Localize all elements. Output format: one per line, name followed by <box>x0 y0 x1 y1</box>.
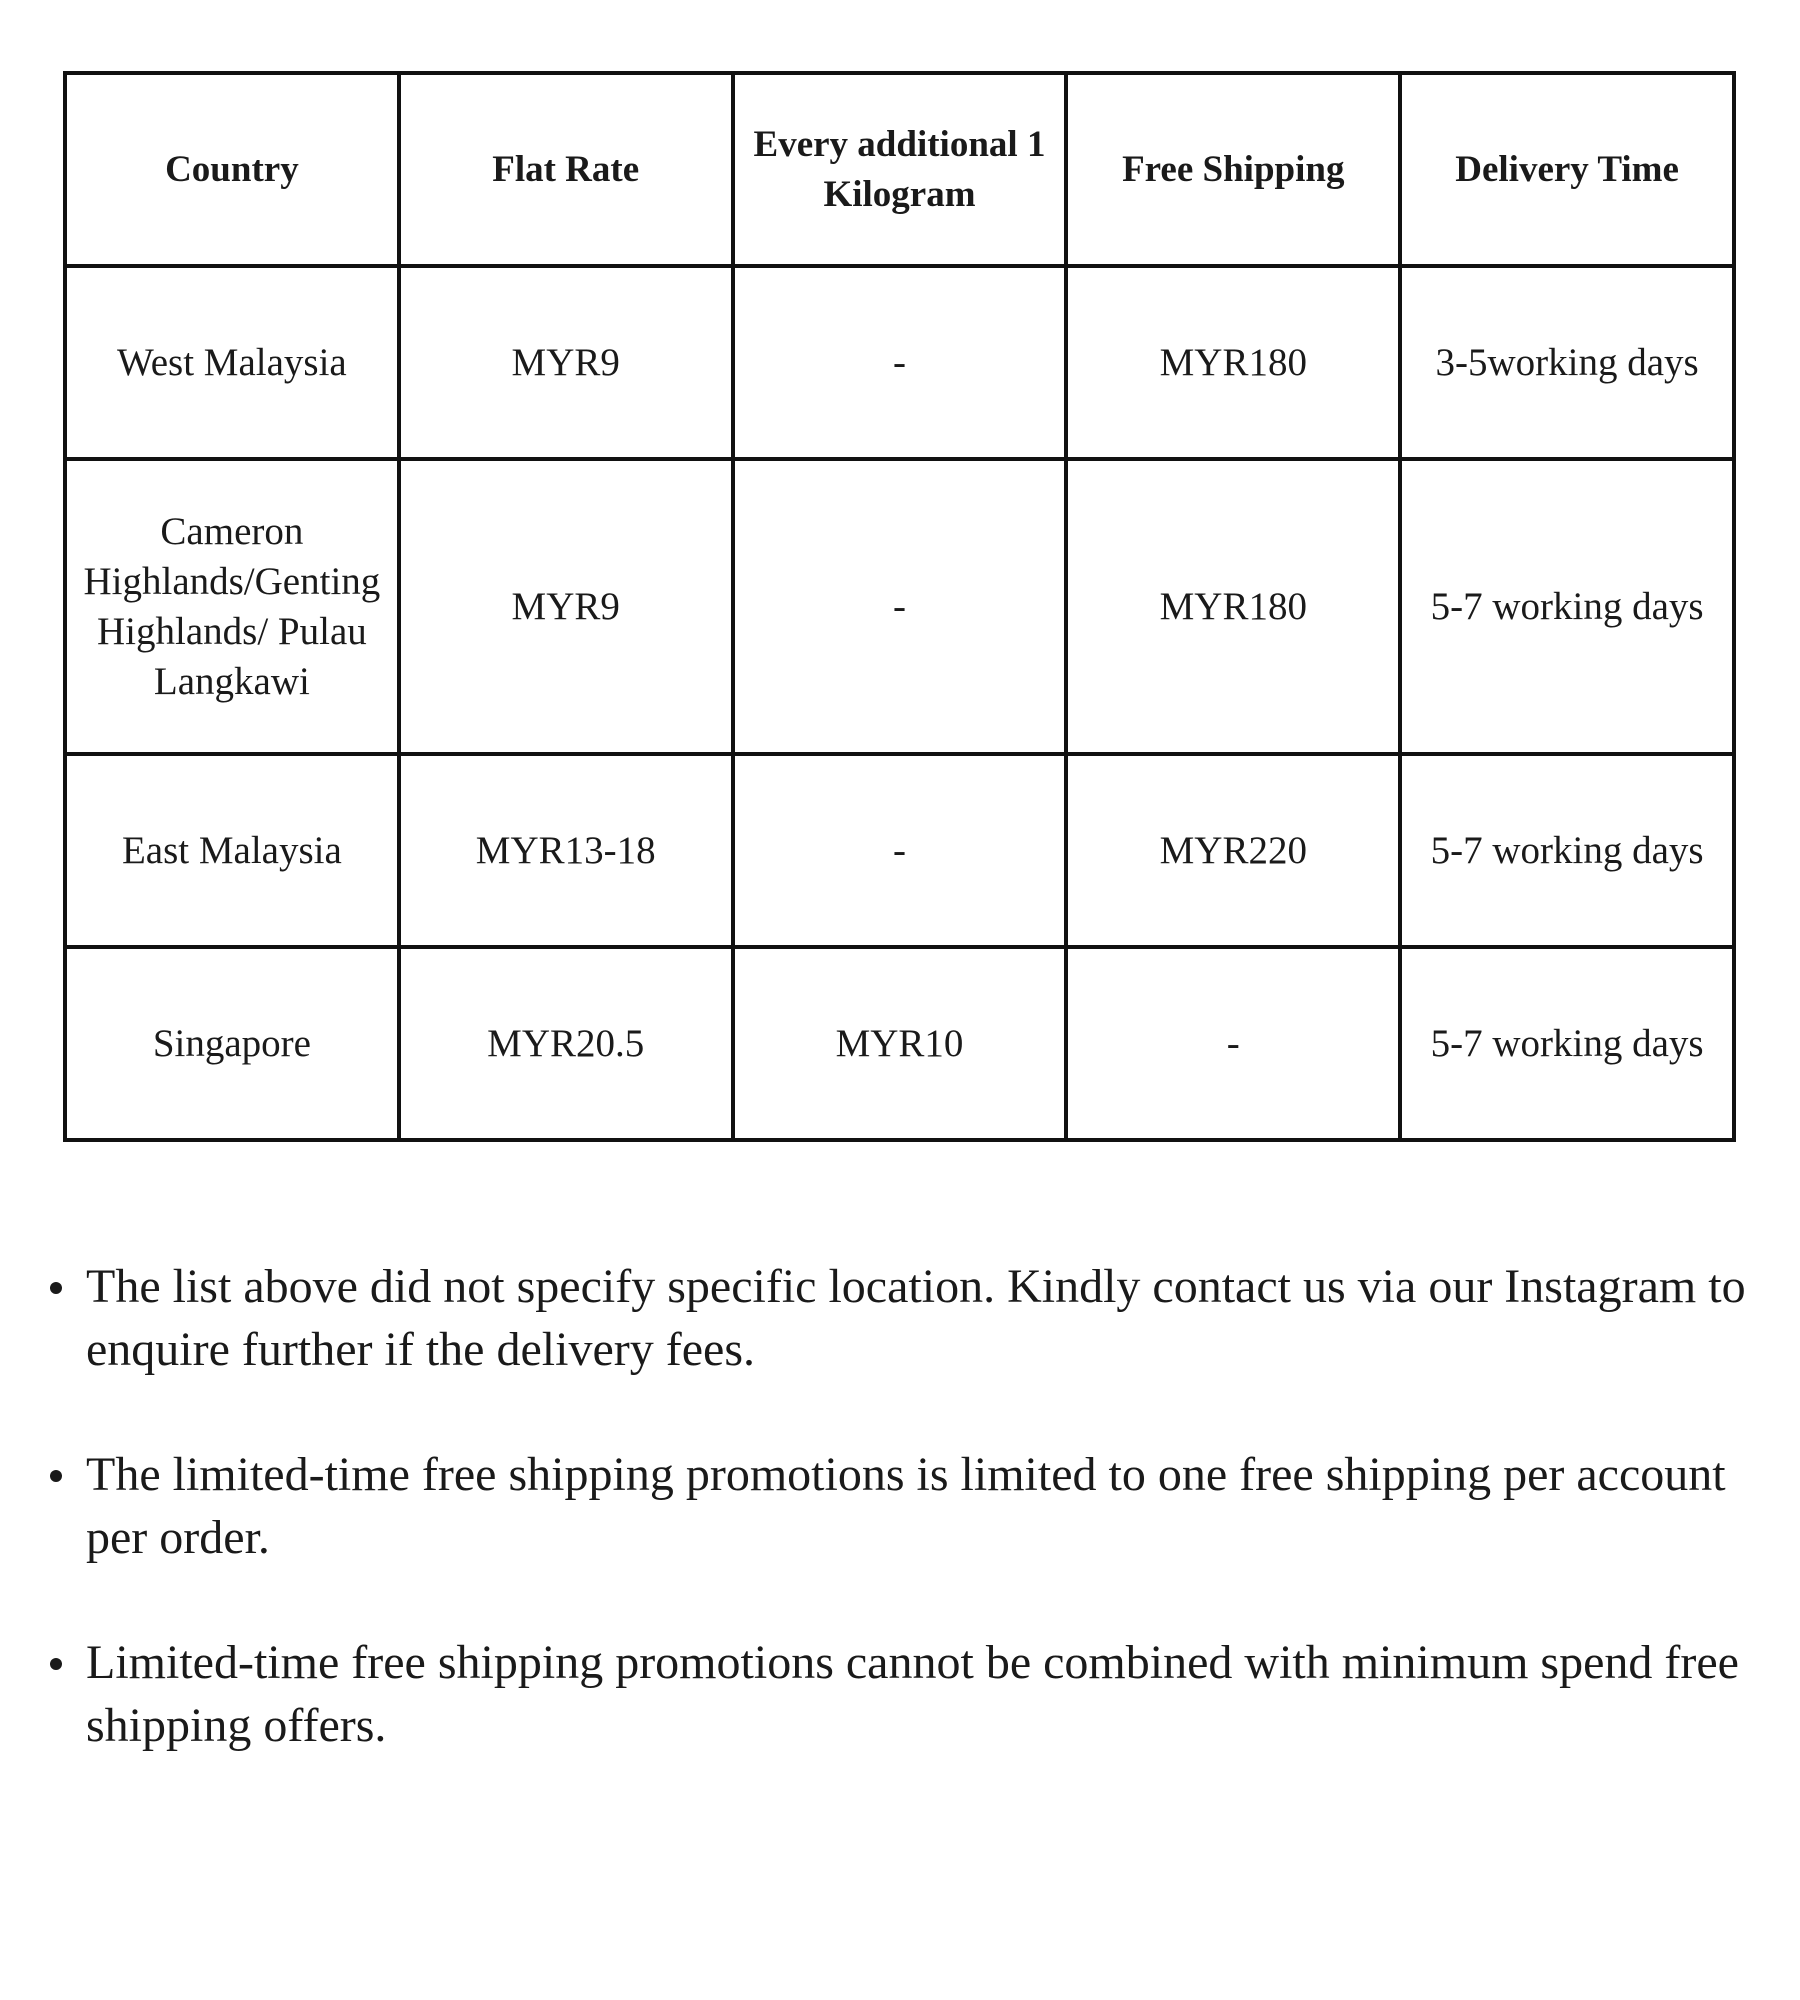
note-text: The list above did not specify specific location. Kindly contact us via our Instagram to enquire further if the delivery fees. <box>86 1260 1746 1376</box>
table-row <box>65 754 1734 947</box>
cell-country: Singapore <box>65 947 399 1140</box>
note-text: The limited-time free shipping promotions is limited to one free shipping per account per order. <box>86 1448 1726 1564</box>
header-free-shipping: Free Shipping <box>1066 73 1400 266</box>
cell-flat-rate: MYR9 <box>399 266 733 459</box>
cell-delivery-time: 3-5working days <box>1400 266 1734 459</box>
bullet-icon <box>50 1658 62 1670</box>
header-flat-rate: Flat Rate <box>399 73 733 266</box>
cell-delivery-time: 5-7 working days <box>1400 459 1734 754</box>
cell-additional-kilogram: - <box>733 266 1067 459</box>
note-text: Limited-time free shipping promotions cannot be combined with minimum spend free shipping offers. <box>86 1636 1739 1752</box>
header-delivery-time: Delivery Time <box>1400 73 1734 266</box>
shipping-notes-list <box>40 1255 1780 1819</box>
list-item <box>40 1443 1780 1569</box>
cell-country: West Malaysia <box>65 266 399 459</box>
cell-free-shipping: MYR180 <box>1066 459 1400 754</box>
table-header-row <box>65 73 1734 266</box>
cell-country: Cameron Highlands/Genting Highlands/ Pulau Langkawi <box>65 459 399 754</box>
shipping-rates-table <box>63 71 1736 1142</box>
cell-delivery-time: 5-7 working days <box>1400 754 1734 947</box>
cell-free-shipping: MYR180 <box>1066 266 1400 459</box>
cell-free-shipping: MYR220 <box>1066 754 1400 947</box>
cell-flat-rate: MYR20.5 <box>399 947 733 1140</box>
header-country: Country <box>65 73 399 266</box>
cell-country: East Malaysia <box>65 754 399 947</box>
cell-additional-kilogram: - <box>733 459 1067 754</box>
table-row <box>65 266 1734 459</box>
bullet-icon <box>50 1470 62 1482</box>
table-row <box>65 459 1734 754</box>
list-item <box>40 1255 1780 1381</box>
table-row <box>65 947 1734 1140</box>
bullet-icon <box>50 1282 62 1294</box>
cell-delivery-time: 5-7 working days <box>1400 947 1734 1140</box>
cell-additional-kilogram: - <box>733 754 1067 947</box>
cell-additional-kilogram: MYR10 <box>733 947 1067 1140</box>
header-additional-kilogram: Every additional 1 Kilogram <box>733 73 1067 266</box>
list-item <box>40 1631 1780 1757</box>
cell-flat-rate: MYR13-18 <box>399 754 733 947</box>
cell-flat-rate: MYR9 <box>399 459 733 754</box>
cell-free-shipping: - <box>1066 947 1400 1140</box>
